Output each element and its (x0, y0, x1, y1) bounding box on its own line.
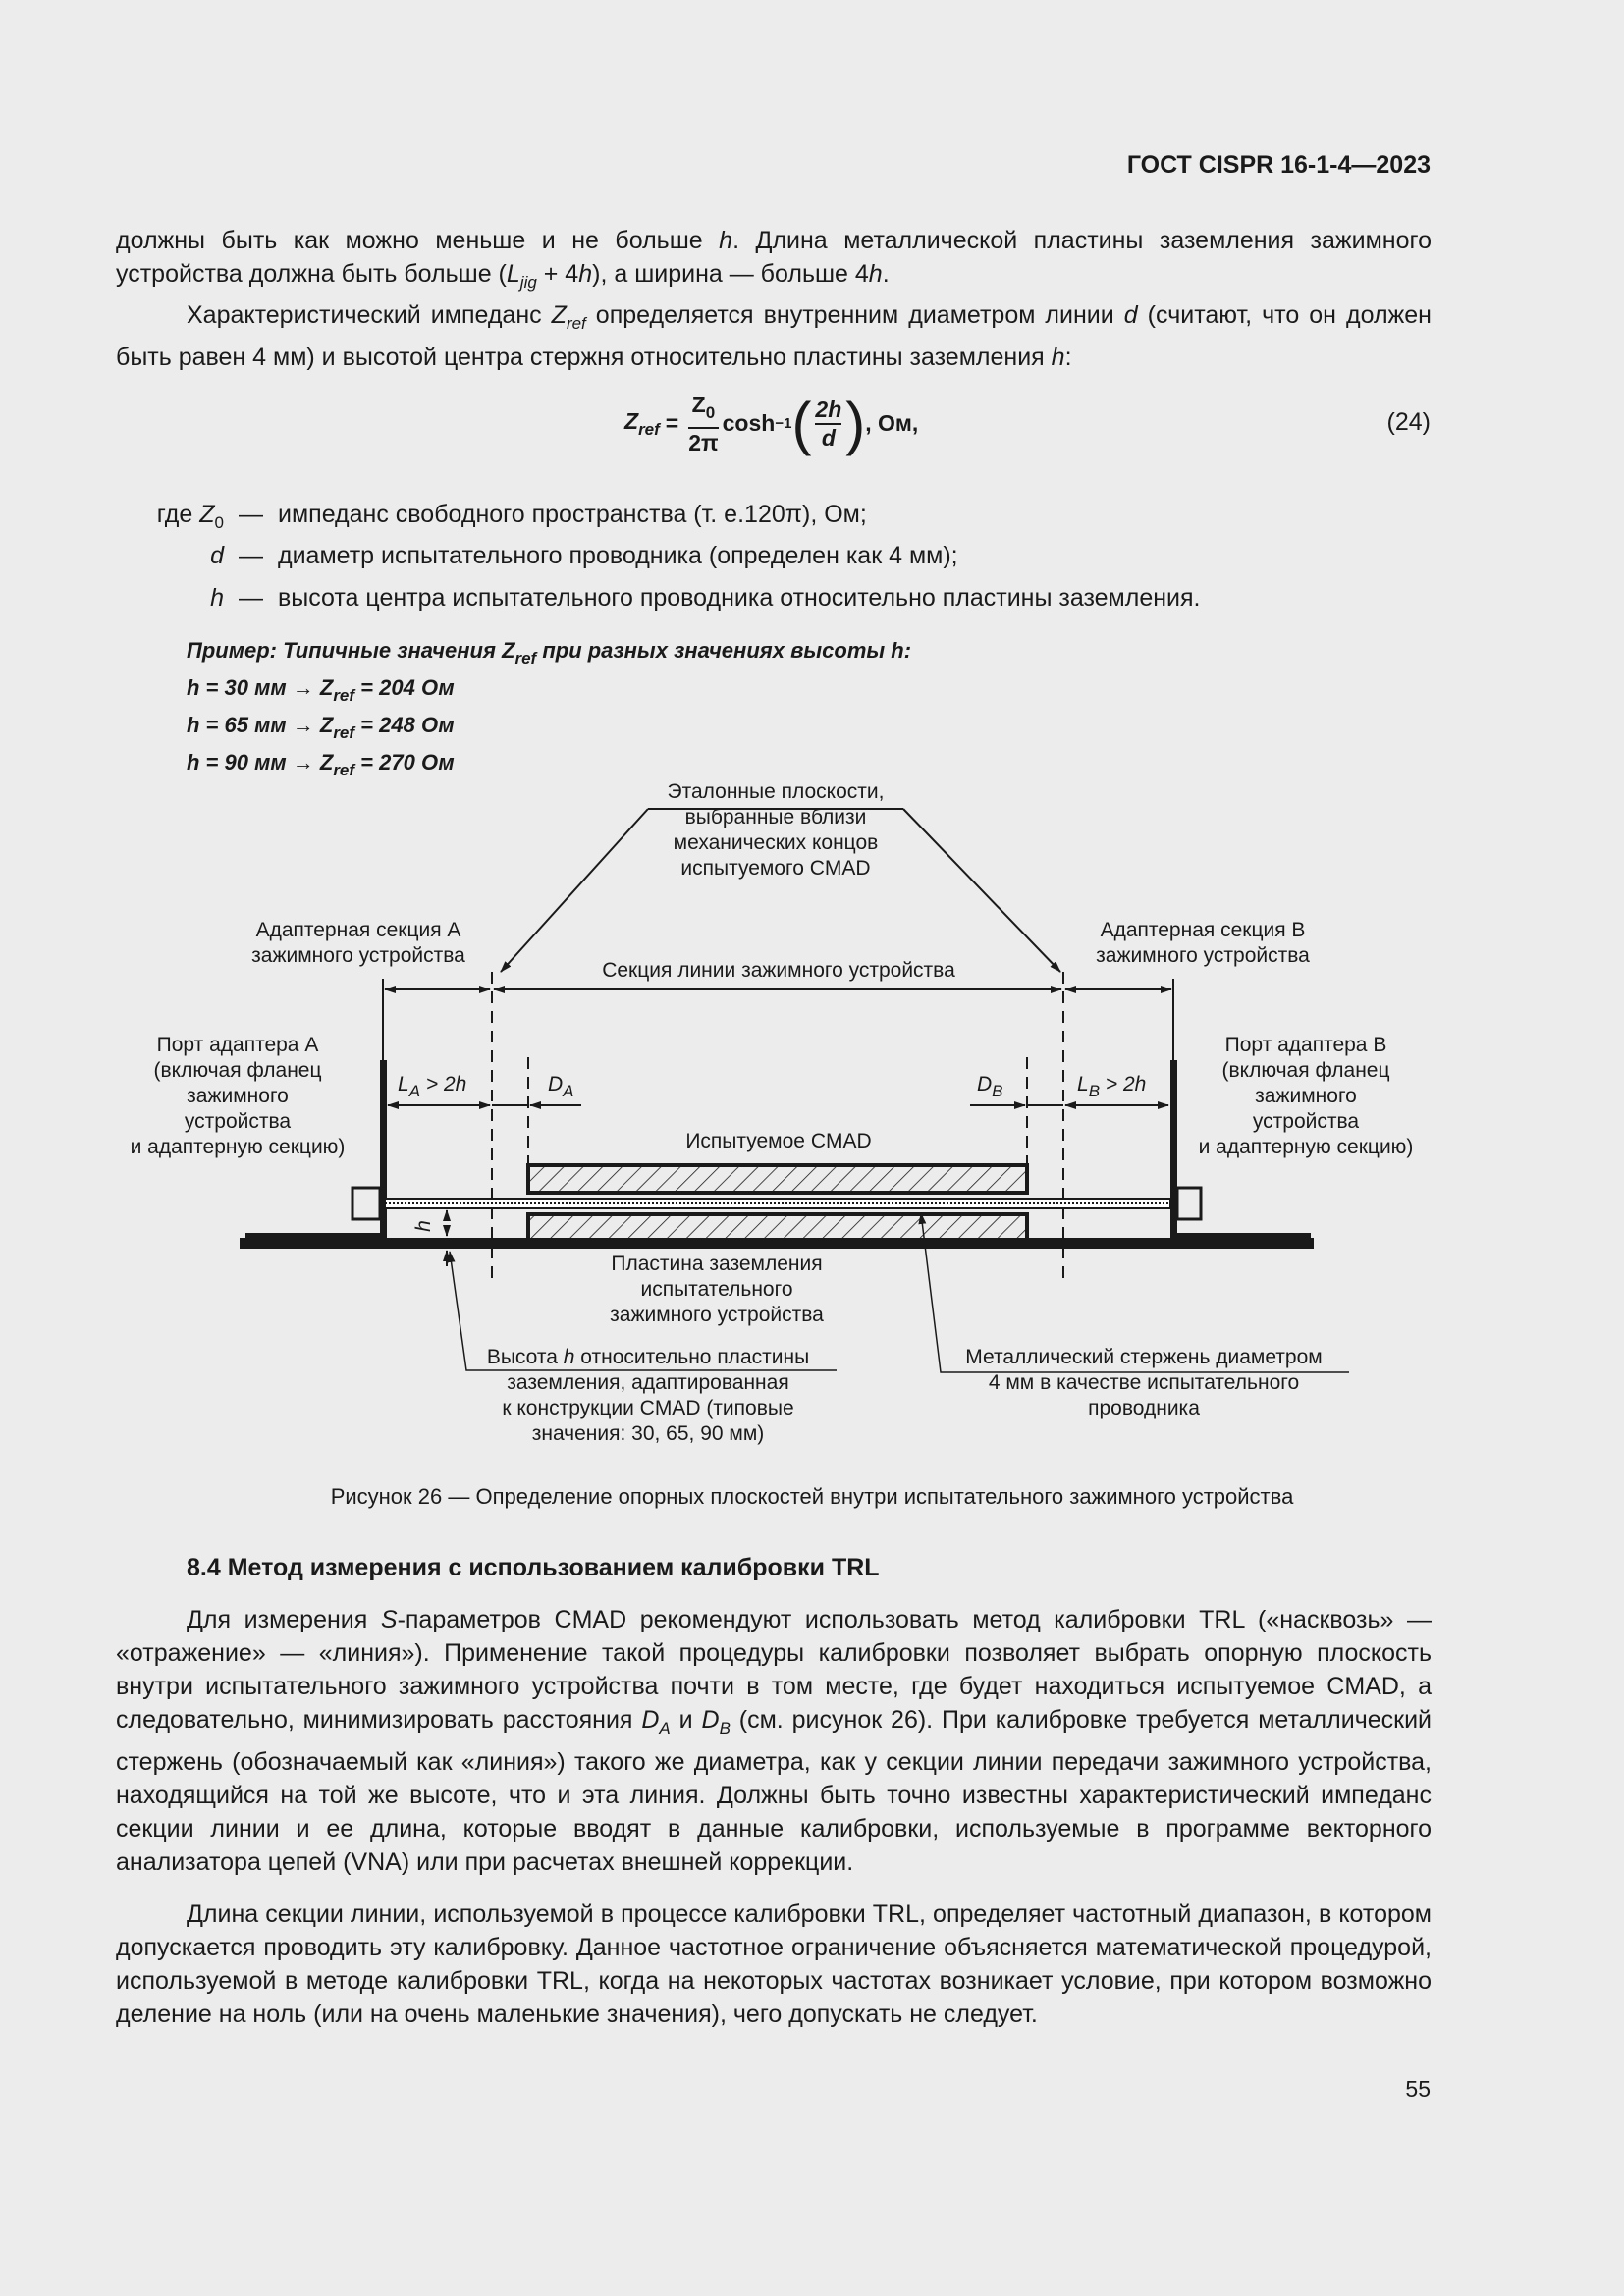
equation-number: (24) (1386, 408, 1431, 436)
label-rod-note: Металлический стержень диаметром 4 мм в качестве испытательного проводника (965, 1346, 1323, 1419)
page-number: 55 (1405, 2076, 1431, 2102)
line-length-paragraph: Длина секции линии, используемой в процессе калибровки TRL, определяет частотный диапазон, в котором допускается проводить эту калибровку. Данное частотное ограничение объясняется математической процедурой, используемой в методе калибровки TRL, когда на некоторых частотах возникает условие, при котором возможно деление на ноль (или на очень маленькие значения), чего допускать не следует. (116, 1900, 1432, 2028)
label-da: $D_A$ (548, 1073, 574, 1100)
label-line-section: Секция линии зажимного устройства (602, 959, 955, 982)
label-port-b: Порт адаптера В (включая фланец зажимного устройства и адаптерную секцию) (1198, 1034, 1414, 1158)
label-lb: $L_B > 2h$ (1077, 1073, 1147, 1100)
section-heading: 8.4 Метод измерения с использованием калибровки TRL (187, 1554, 880, 1581)
label-db: $D_B$ (977, 1073, 1003, 1100)
figure-caption: Рисунок 26 — Определение опорных плоскостей внутри испытательного зажимного устройства (330, 1484, 1294, 1509)
label-adapter-section-a: Адаптерная секция А зажимного устройства (251, 919, 465, 967)
where-item-z0: где $Z_0$ — импеданс свободного пространства (т. е.120π), Ом; (156, 501, 867, 532)
label-height-note: Высота h относительно пластины заземления, адаптированная к конструкции CMAD (типовые значения: 30, 65, 90 мм) (486, 1346, 810, 1445)
where-item-d: d — диаметр испытательного проводника (определен как 4 мм); (210, 542, 958, 569)
connector-a (352, 1188, 380, 1219)
label-reference-planes: Эталонные плоскости, выбранные вблизи механических концов испытуемого CMAD (667, 780, 885, 880)
connector-b (1177, 1188, 1201, 1219)
where-item-h: h — высота центра испытательного проводника относительно пластины заземления. (210, 584, 1201, 612)
document-header: ГОСТ CISPR 16-1-4—2023 (1126, 151, 1431, 179)
label-adapter-section-b: Адаптерная секция В зажимного устройства (1096, 919, 1310, 967)
label-port-a: Порт адаптера А (включая фланец зажимного устройства и адаптерную секцию) (130, 1034, 346, 1158)
cmad-lower (528, 1214, 1027, 1240)
label-cmad: Испытуемое CMAD (685, 1130, 872, 1152)
label-la: $L_A > 2h$ (398, 1073, 467, 1100)
equation-24: $Z_{ref}$ = $\frac{Z_0}{2\pi}$ cosh −1 ( $\frac{2h}{d}$ ) , Ом, (624, 390, 919, 456)
label-ground-plate: Пластина заземления испытательного зажимного устройства (610, 1253, 824, 1326)
label-h: h (411, 1220, 435, 1232)
trl-paragraph: Для измерения S-параметров CMAD рекомендуют использовать метод калибровки TRL («насквозь» — «отражение» — «линия»). Применение такой процедуры калибровки позволяет выбрать опорную плоскость внутри испытательного зажимного устройства почти в том месте, где будет находиться испытуемое CMAD, а следовательно, минимизировать расстояния $D_A$ и $D_B$ (см. рисунок 26). При калибровке требуется металлический стержень (обозначаемый как «линия») такого же диаметра, как у секции линии передачи зажимного устройства, находящийся на той же высоте, что и эта линия. Должны быть точно известны характеристический импеданс секции линии и ее длина, которые вводят в данные калибровки, используемые в программе векторного анализатора цепей (VNA) или при расчетах внешней коррекции. (116, 1606, 1432, 1876)
impedance-paragraph: Характеристический импеданс $Z_{ref}$ определяется внутренним диаметром линии d (считают, что он должен быть равен 4 мм) и высотой центра стержня относительно пластины заземления h: (116, 301, 1432, 371)
intro-paragraph: должны быть как можно меньше и не больше h. Длина металлической пластины заземления зажимного устройства должна быть больше $(L_{jig} + 4h)$, а ширина — больше 4h. (116, 227, 1432, 292)
cmad-upper (528, 1165, 1027, 1193)
example-block: Пример: Типичные значения $Z_{ref}$ при разных значениях высоты h: h = 30 мм → $Z_{ref} = 204$ Ом h = 65 мм → $Z_{ref} = 248$ Ом h = 90 мм → $Z_{ref} = 270$ Ом (187, 638, 912, 779)
